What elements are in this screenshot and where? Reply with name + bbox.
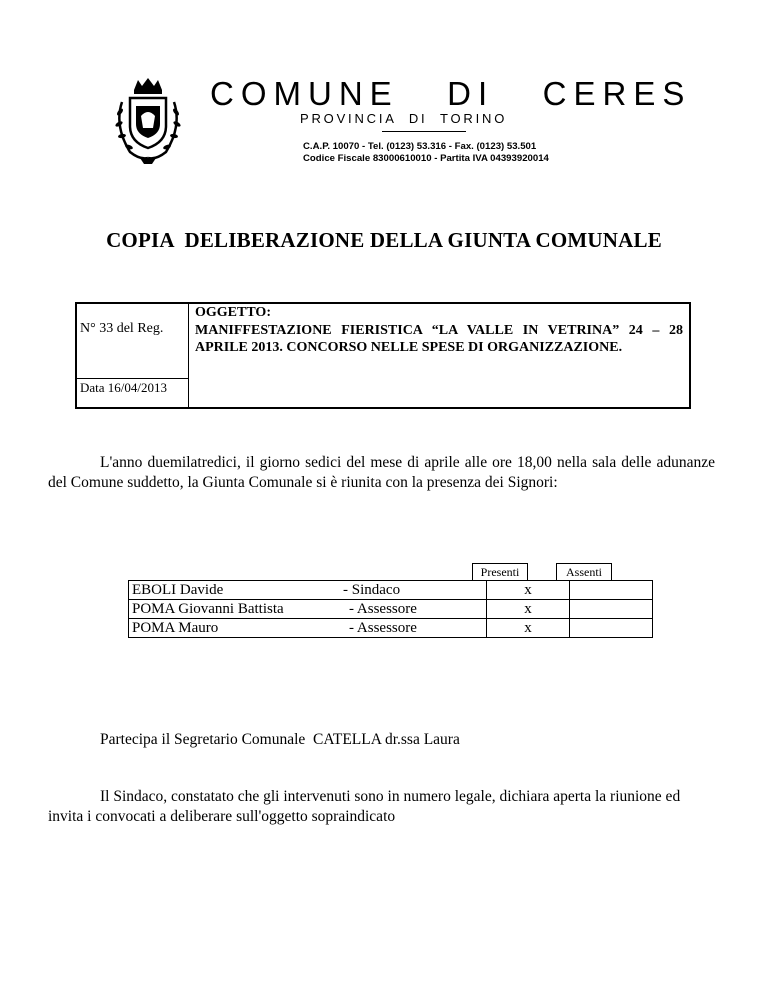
registry-cell [77,304,189,407]
assente-mark [570,600,653,619]
intro-paragraph [48,453,715,493]
deliberation-header-box [75,302,691,409]
province-subtitle: PROVINCIA DI TORINO [300,111,508,126]
member-role: - Assessore [321,619,487,638]
assente-mark [570,619,653,638]
contact-line-postal: C.A.P. 10070 - Tel. (0123) 53.316 - Fax. (0123) 53.501 [303,141,537,152]
subject-label: OGGETTO: [195,305,271,320]
municipality-title: COMUNE DI CERES [210,75,692,112]
presente-mark: x [487,581,570,600]
registry-divider [77,378,188,379]
col-header-presenti: Presenti [472,563,528,581]
municipal-crest-icon [108,76,188,166]
closing-text: Il Sindaco, constatato che gli intervenuti sono in numero legale, dichiara aperta la riunione ed invita i convocati a deliberare sull'oggetto sopraindicato [48,788,681,825]
member-name: EBOLI Davide [129,581,322,600]
table-row [129,619,653,638]
table-row [129,600,653,619]
member-name: POMA Giovanni Battista [129,600,322,619]
presente-mark: x [487,619,570,638]
registry-number: N° 33 del Reg. [80,321,164,336]
table-row [129,581,653,600]
contact-line-fiscal: Codice Fiscale 83000610010 - Partita IVA 04393920014 [303,153,549,164]
member-role: - Assessore [321,600,487,619]
member-role: - Sindaco [321,581,487,600]
deliberation-date: Data 16/04/2013 [80,380,168,395]
letterhead-rule [382,131,466,132]
secretary-line: Partecipa il Segretario Comunale CATELLA dr.ssa Laura [100,731,460,748]
document-title: COPIA DELIBERAZIONE DELLA GIUNTA COMUNALE [106,228,662,252]
contact-info [303,141,549,165]
intro-text: L'anno duemilatredici, il giorno sedici del mese di aprile alle ore 18,00 nella sala delle adunanze del Comune suddetto, la Giunta Comunale si è riunita con la presenza dei Signori: [48,454,715,491]
assente-mark [570,581,653,600]
member-name: POMA Mauro [129,619,322,638]
attendance-table [128,580,653,638]
closing-paragraph [48,787,715,827]
presente-mark: x [487,600,570,619]
subject-text: MANIFFESTAZIONE FIERISTICA “LA VALLE IN VETRINA” 24 – 28 APRILE 2013. CONCORSO NELLE SPESE DI ORGANIZZAZIONE. [195,323,683,355]
col-header-assenti: Assenti [556,563,612,581]
